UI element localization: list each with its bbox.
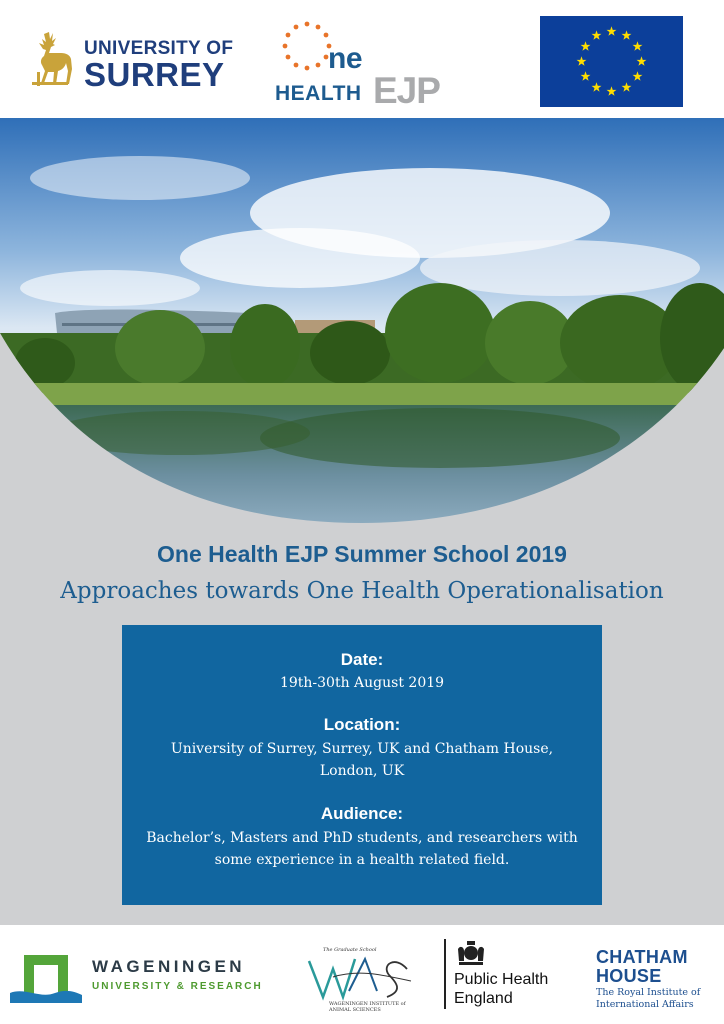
eu-star-icon [607,86,617,95]
eu-star-icon [607,26,617,35]
eu-stars-icon [540,16,683,107]
was-mark-icon [303,951,415,1003]
one-health-ejp-logo [273,18,453,110]
eu-star-icon [592,82,602,91]
surrey-line1: UNIVERSITY OF [84,38,234,59]
eu-star-icon [633,71,643,80]
ohejp-one-text: ne [328,42,363,75]
eu-star-icon [622,30,632,39]
date-value: 19th-30th August 2019 [279,675,445,691]
eu-star-icon [592,30,602,39]
public-health-england-logo [444,939,574,1019]
audience-value: Bachelor’s, Masters and PhD students, and researchers with some experience in a health related field. [146,830,578,868]
phe-line1: Public Health [454,971,549,988]
wageningen-sub: UNIVERSITY & RESEARCH [92,981,263,992]
date-label: Date: [340,650,384,669]
phe-line2: England [454,990,513,1007]
wageningen-logo [10,951,285,1007]
chatham-house-logo [596,947,720,1019]
header-logo-strip [0,0,724,118]
eu-star-icon [577,56,587,65]
royal-crest-icon [456,939,486,967]
chatham-line3: The Royal Institute of [596,987,701,998]
wageningen-mark-icon [10,951,82,1003]
university-of-surrey-logo [24,30,239,100]
was-institute-line1: WAGENINGEN INSTITUTE of [329,1001,406,1007]
location-label: Location: [323,715,401,734]
was-institute-line2: ANIMAL SCIENCES [329,1007,381,1013]
campus-lake-scene [0,118,724,543]
eu-flag-icon [540,16,683,107]
chatham-line1: CHATHAM [596,947,688,967]
footer-logo-strip [0,925,724,1024]
eu-star-icon [633,41,643,50]
phe-divider [444,939,446,1009]
chatham-line4: International Affairs [596,999,694,1010]
eu-star-icon [622,82,632,91]
eu-star-icon [581,41,591,50]
wageningen-name: WAGENINGEN [92,957,246,976]
was-graduate-text: The Graduate School [323,947,377,953]
event-title: One Health EJP Summer School 2019 [157,541,567,567]
campus-lake-photo [0,118,724,543]
location-value: University of Surrey, Surrey, UK and Chatham House, London, UK [170,741,554,779]
eu-star-icon [637,56,647,65]
eu-star-icon [581,71,591,80]
ohejp-health-text: HEALTH [275,82,362,105]
surrey-line2: SURREY [84,56,225,93]
event-details-box [122,625,602,905]
audience-label: Audience: [320,804,404,823]
stag-icon [24,30,76,96]
event-subtitle: Approaches towards One Health Operationalisation [60,578,664,604]
was-logo [303,945,415,1017]
ohejp-ejp-text: EJP [373,70,440,111]
chatham-line2: HOUSE [596,966,662,986]
